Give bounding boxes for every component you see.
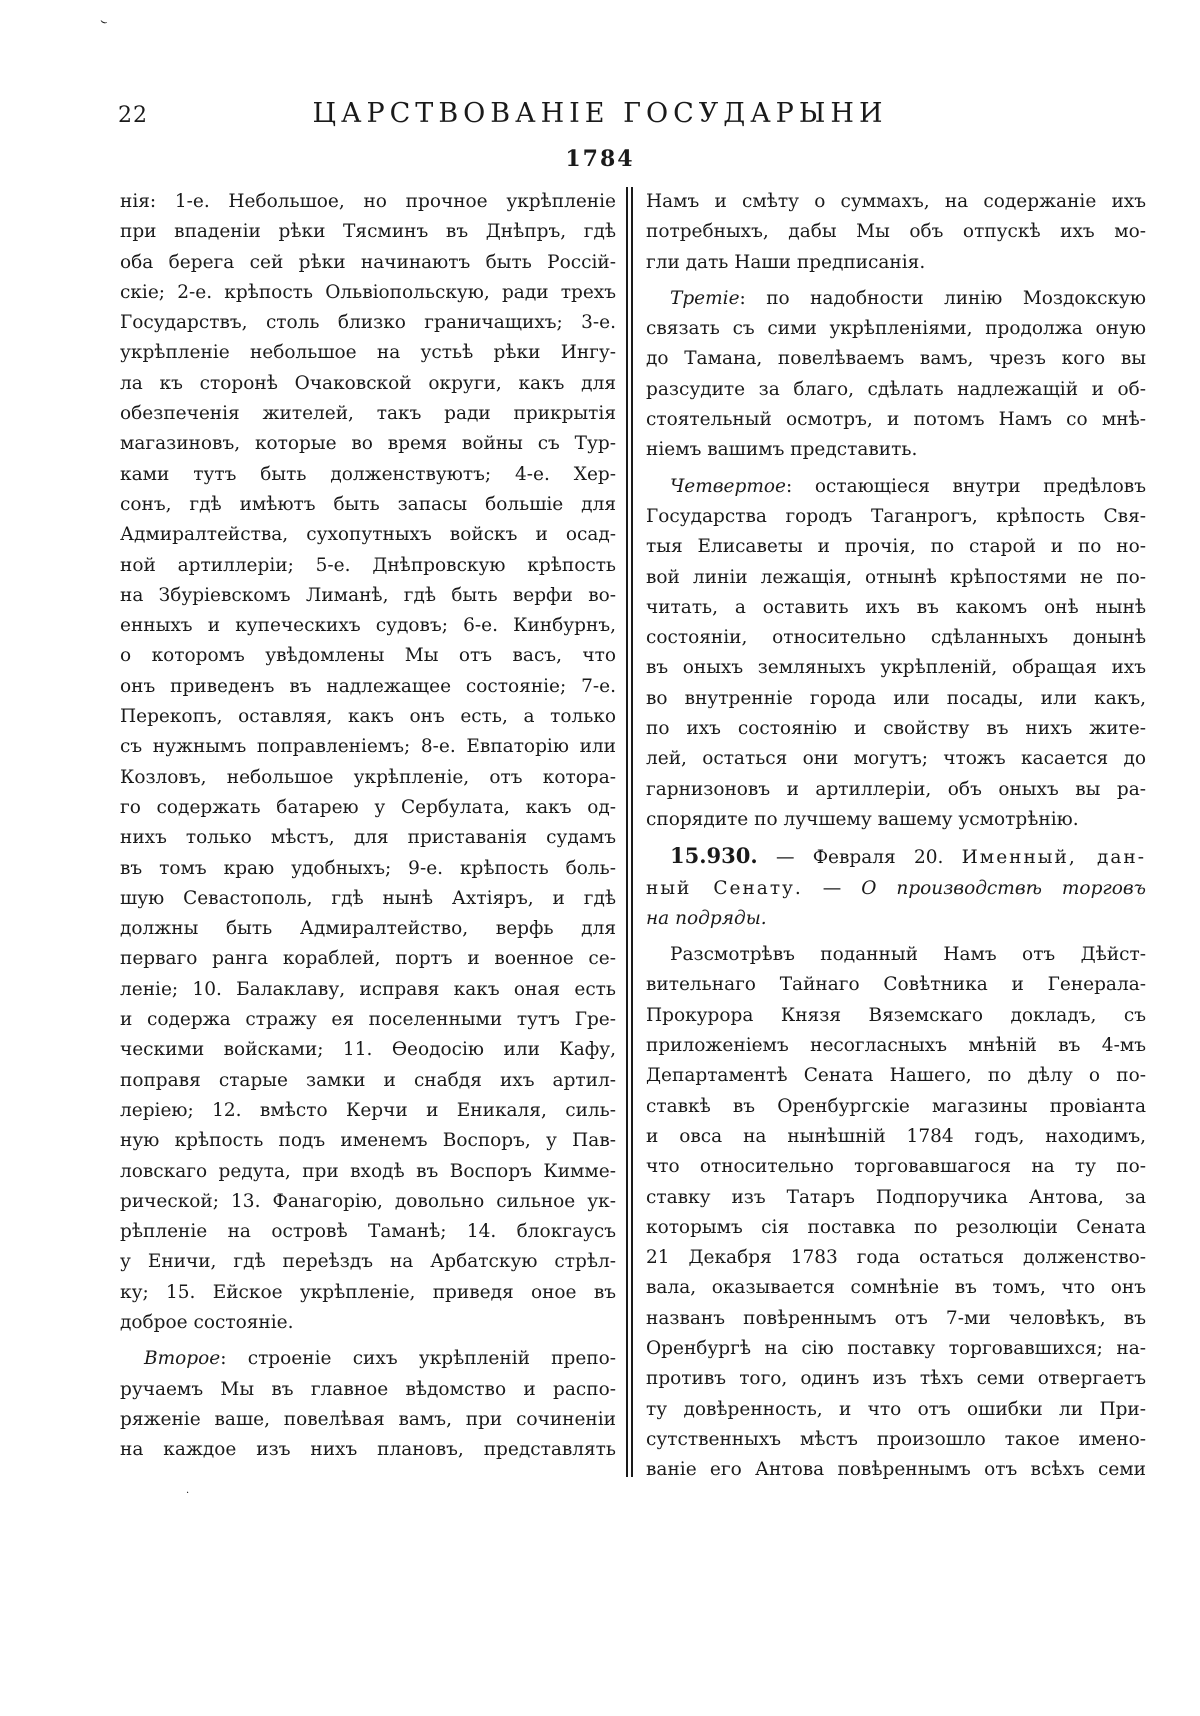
trete-first-line bbox=[646, 284, 1146, 314]
decree-title: О производствѣ торговъ bbox=[861, 877, 1147, 899]
text-line: о которомъ увѣдомлены Мы отъ васъ, что bbox=[120, 645, 616, 667]
text-line: онъ приведенъ въ надлежащее состояніе; 7-е. bbox=[120, 675, 616, 697]
text-line: нихъ только мѣстъ, для приставанія судамъ bbox=[120, 827, 616, 849]
text-line: Перекопъ, оставляя, какъ онъ есть, а только bbox=[120, 706, 616, 728]
text-line: во внутренніе города или посады, или какъ, bbox=[646, 687, 1146, 709]
text-line: съ нужнымъ поправленіемъ; 8-е. Евпаторію или bbox=[120, 736, 616, 758]
page-number: 22 bbox=[118, 103, 148, 128]
running-head: ЦАРСТВОВАНІЕ ГОСУДАРЫНИ bbox=[312, 98, 888, 129]
text-line: которымъ сія поставка по резолюціи Сената bbox=[646, 1216, 1146, 1238]
trete-paragraph bbox=[646, 284, 1146, 466]
text-line: состояніи, относительно сдѣланныхъ донынѣ bbox=[646, 627, 1146, 649]
text-line: ручаемъ Мы въ главное вѣдомство и распо- bbox=[120, 1378, 616, 1400]
text-line: гарнизоновъ и артиллеріи, объ оныхъ вы ра- bbox=[646, 778, 1146, 800]
text-line: читать, а оставить ихъ въ какомъ онѣ нынѣ bbox=[646, 596, 1146, 618]
text-line: укрѣпленіе небольшое на устьѣ рѣки Ингу- bbox=[120, 342, 616, 364]
text-line: стоятельный осмотръ, и потомъ Намъ со мнѣ- bbox=[646, 409, 1146, 431]
column-divider-line bbox=[626, 187, 628, 1477]
text-line: оба берега сей рѣки начинаютъ быть Россій- bbox=[120, 251, 616, 273]
margin-dot: · bbox=[186, 1488, 190, 1499]
decree-heading-line-1 bbox=[646, 841, 1146, 873]
text-line: ную крѣпость подъ именемъ Воспоръ, у Пав- bbox=[120, 1130, 616, 1152]
text-line: сутственныхъ мѣстъ произошло такое имено- bbox=[646, 1428, 1146, 1450]
text-line: ставку изъ Татаръ Подпоручика Антова, за bbox=[646, 1186, 1146, 1208]
text-line: леніе; 10. Балаклаву, исправя какъ оная есть bbox=[120, 978, 616, 1000]
text-line: Разсмотрѣвъ поданный Намъ отъ Дѣйст- bbox=[670, 944, 1146, 966]
text-line: Козловъ, небольшое укрѣпленіе, отъ котора- bbox=[120, 766, 616, 788]
text-line: ловскаго редута, при входѣ въ Воспоръ Кимме- bbox=[120, 1160, 616, 1182]
text-line: перваго ранга кораблей, портъ и военное се- bbox=[120, 948, 616, 970]
text-line: ставкѣ въ Оренбургскіе магазины провіанта bbox=[646, 1095, 1146, 1117]
text-line: го содержать батарею у Сербулата, какъ од- bbox=[120, 796, 616, 818]
text-line: вала, оказывается сомнѣніе въ томъ, что онъ bbox=[646, 1277, 1146, 1299]
text-line: до Тамана, повелѣваемъ вамъ, чрезъ кого вы bbox=[646, 348, 1146, 370]
decree-title-cont: на подряды. bbox=[646, 907, 767, 929]
decree-heading-line-3 bbox=[646, 904, 1146, 934]
text-line: вой линіи лежащія, отнынѣ крѣпостями не по- bbox=[646, 566, 1146, 588]
text-line: вительнаго Тайнаго Совѣтника и Генерала- bbox=[646, 974, 1146, 996]
text-line: ку; 15. Ейское укрѣпленіе, приведя оное въ bbox=[120, 1281, 616, 1303]
chetvertoe-first-line bbox=[646, 472, 1146, 502]
text-line: связать съ сими укрѣпленіями, продолжа оную bbox=[646, 318, 1146, 340]
text-line: Прокурора Князя Вяземскаго докладъ, съ bbox=[646, 1004, 1146, 1026]
decree-dash-2: — bbox=[802, 877, 862, 899]
text-line: что относительно торговавшагося на ту по- bbox=[646, 1156, 1146, 1178]
decree-type-cont: ный Сенату. bbox=[646, 877, 803, 899]
trete-heading: Третіе bbox=[670, 287, 740, 309]
text-line: гли дать Наши предписанія. bbox=[646, 251, 926, 273]
text-line: при впаденіи рѣки Тясминъ въ Днѣпръ, гдѣ bbox=[120, 221, 616, 243]
text-line: рической; 13. Фанагорію, довольно сильное ук- bbox=[120, 1190, 616, 1212]
text-line: лей, остаться они могутъ; чтожъ касается до bbox=[646, 748, 1146, 770]
text-line: поправя старые замки и снабдя ихъ артил- bbox=[120, 1069, 616, 1091]
decree-date: Февраля 20. bbox=[812, 847, 944, 869]
text-line: на Збуріевскомъ Лиманѣ, гдѣ быть верфи во- bbox=[120, 584, 616, 606]
chetvertoe-first-line-text: : остающіеся внутри предѣловъ bbox=[785, 475, 1146, 497]
text-line: леріею; 12. вмѣсто Керчи и Еникаля, силь- bbox=[120, 1099, 616, 1121]
text-line: сонъ, гдѣ имѣютъ быть запасы большіе для bbox=[120, 493, 616, 515]
text-line: ряженіе ваше, повелѣвая вамъ, при сочиненіи bbox=[120, 1408, 616, 1430]
margin-mark: ⌣ bbox=[98, 13, 111, 29]
left-column bbox=[120, 187, 616, 1465]
text-line: енныхъ и купеческихъ судовъ; 6-е. Кинбурнъ, bbox=[120, 615, 616, 637]
text-line: названъ повѣреннымъ отъ 7-ми человѣкъ, въ bbox=[646, 1307, 1146, 1329]
text-line: обезпеченія жителей, такъ ради прикрытія bbox=[120, 403, 616, 425]
text-line: разсудите за благо, сдѣлать надлежащій и об- bbox=[646, 378, 1146, 400]
chetvertoe-paragraph bbox=[646, 472, 1146, 836]
decree-dash: — bbox=[757, 847, 813, 869]
text-line: ваніе его Антова повѣреннымъ отъ всѣхъ семи bbox=[646, 1459, 1146, 1481]
text-line: ту довѣренность, и что отъ ошибки ли При- bbox=[646, 1398, 1146, 1420]
text-line: Оренбургѣ на сію поставку торговавшихся; на- bbox=[646, 1337, 1146, 1359]
text-line: въ томъ краю удобныхъ; 9-е. крѣпость боль- bbox=[120, 857, 616, 879]
text-line: скіе; 2-е. крѣпость Ольвіопольскую, ради трехъ bbox=[120, 281, 616, 303]
text-line: магазиновъ, которые во время войны съ Тур- bbox=[120, 433, 616, 455]
decree-heading bbox=[646, 841, 1146, 934]
vtoroe-heading: Второе bbox=[144, 1348, 221, 1370]
vtoroe-first-line-text: : строеніе сихъ укрѣпленій препо- bbox=[220, 1348, 616, 1370]
text-line: нія: 1-е. Небольшое, но прочное укрѣпленіе bbox=[120, 191, 616, 212]
text-line: 21 Декабря 1783 года остаться долженство- bbox=[646, 1247, 1146, 1269]
text-line: и овса на нынѣшній 1784 годъ, находимъ, bbox=[646, 1125, 1146, 1147]
text-line: должны быть Адмиралтейство, верфь для bbox=[120, 918, 616, 940]
decree-number: 15.930. bbox=[670, 843, 758, 869]
text-line: спорядите по лучшему вашему усмотрѣнію. bbox=[646, 808, 1079, 830]
continuation-paragraph bbox=[646, 187, 1146, 278]
text-line: ческими войсками; 11. Ѳеодосію или Кафу, bbox=[120, 1039, 616, 1061]
text-line: ніемъ вашимъ представить. bbox=[646, 439, 918, 461]
chetvertoe-heading: Четвертое bbox=[670, 475, 786, 497]
text-line: шую Севастополь, гдѣ нынѣ Ахтіяръ, и гдѣ bbox=[120, 887, 616, 909]
text-line: рѣпленіе на островѣ Таманѣ; 14. блокгаусъ bbox=[120, 1221, 616, 1243]
text-line: ной артиллеріи; 5-е. Днѣпровскую крѣпость bbox=[120, 554, 616, 576]
text-line: ками тутъ быть долженствуютъ; 4-е. Хер- bbox=[120, 463, 616, 485]
text-line: доброе состояніе. bbox=[120, 1311, 294, 1333]
text-line: у Еничи, гдѣ переѣздъ на Арбатскую стрѣл- bbox=[120, 1251, 616, 1273]
right-column bbox=[646, 187, 1146, 1485]
decree-heading-line-2 bbox=[646, 874, 1146, 904]
text-line: на каждое изъ нихъ плановъ, представлять bbox=[120, 1439, 616, 1461]
vtoroe-paragraph bbox=[120, 1344, 616, 1465]
text-line: противъ того, одинъ изъ тѣхъ семи отвергаетъ bbox=[646, 1368, 1146, 1390]
decree-type: Именный, дан- bbox=[961, 847, 1146, 869]
left-column-paragraph bbox=[120, 187, 616, 1338]
trete-first-line-text: : по надобности линію Моздокскую bbox=[739, 287, 1146, 309]
decree-body-paragraph bbox=[646, 940, 1146, 1485]
vtoroe-first-line bbox=[120, 1344, 616, 1374]
column-divider-line bbox=[631, 187, 633, 1477]
text-line: тыя Елисаветы и прочія, по старой и по но- bbox=[646, 536, 1146, 558]
page-year: 1784 bbox=[565, 146, 635, 172]
text-line: потребныхъ, дабы Мы объ отпускѣ ихъ мо- bbox=[646, 221, 1146, 243]
text-line: Департаментѣ Сената Нашего, по дѣлу о по- bbox=[646, 1065, 1146, 1087]
text-line: и содержа стражу ея поселенными тутъ Гре- bbox=[120, 1009, 616, 1031]
text-line: Государства городъ Таганрогъ, крѣпость Свя- bbox=[646, 505, 1146, 527]
text-line: въ оныхъ земляныхъ укрѣпленій, обращая ихъ bbox=[646, 657, 1146, 679]
text-line: приложеніемъ несогласныхъ мнѣній въ 4-мъ bbox=[646, 1035, 1146, 1057]
text-line: Намъ и смѣту о суммахъ, на содержаніе ихъ bbox=[646, 191, 1146, 212]
text-line: Адмиралтейства, сухопутныхъ войскъ и осад- bbox=[120, 524, 616, 546]
text-line: по ихъ состоянію и свойству въ нихъ жите- bbox=[646, 718, 1146, 740]
text-line: ла къ сторонѣ Очаковской округи, какъ для bbox=[120, 372, 616, 394]
text-line: Государствъ, столь близко граничащихъ; 3-е. bbox=[120, 312, 616, 334]
